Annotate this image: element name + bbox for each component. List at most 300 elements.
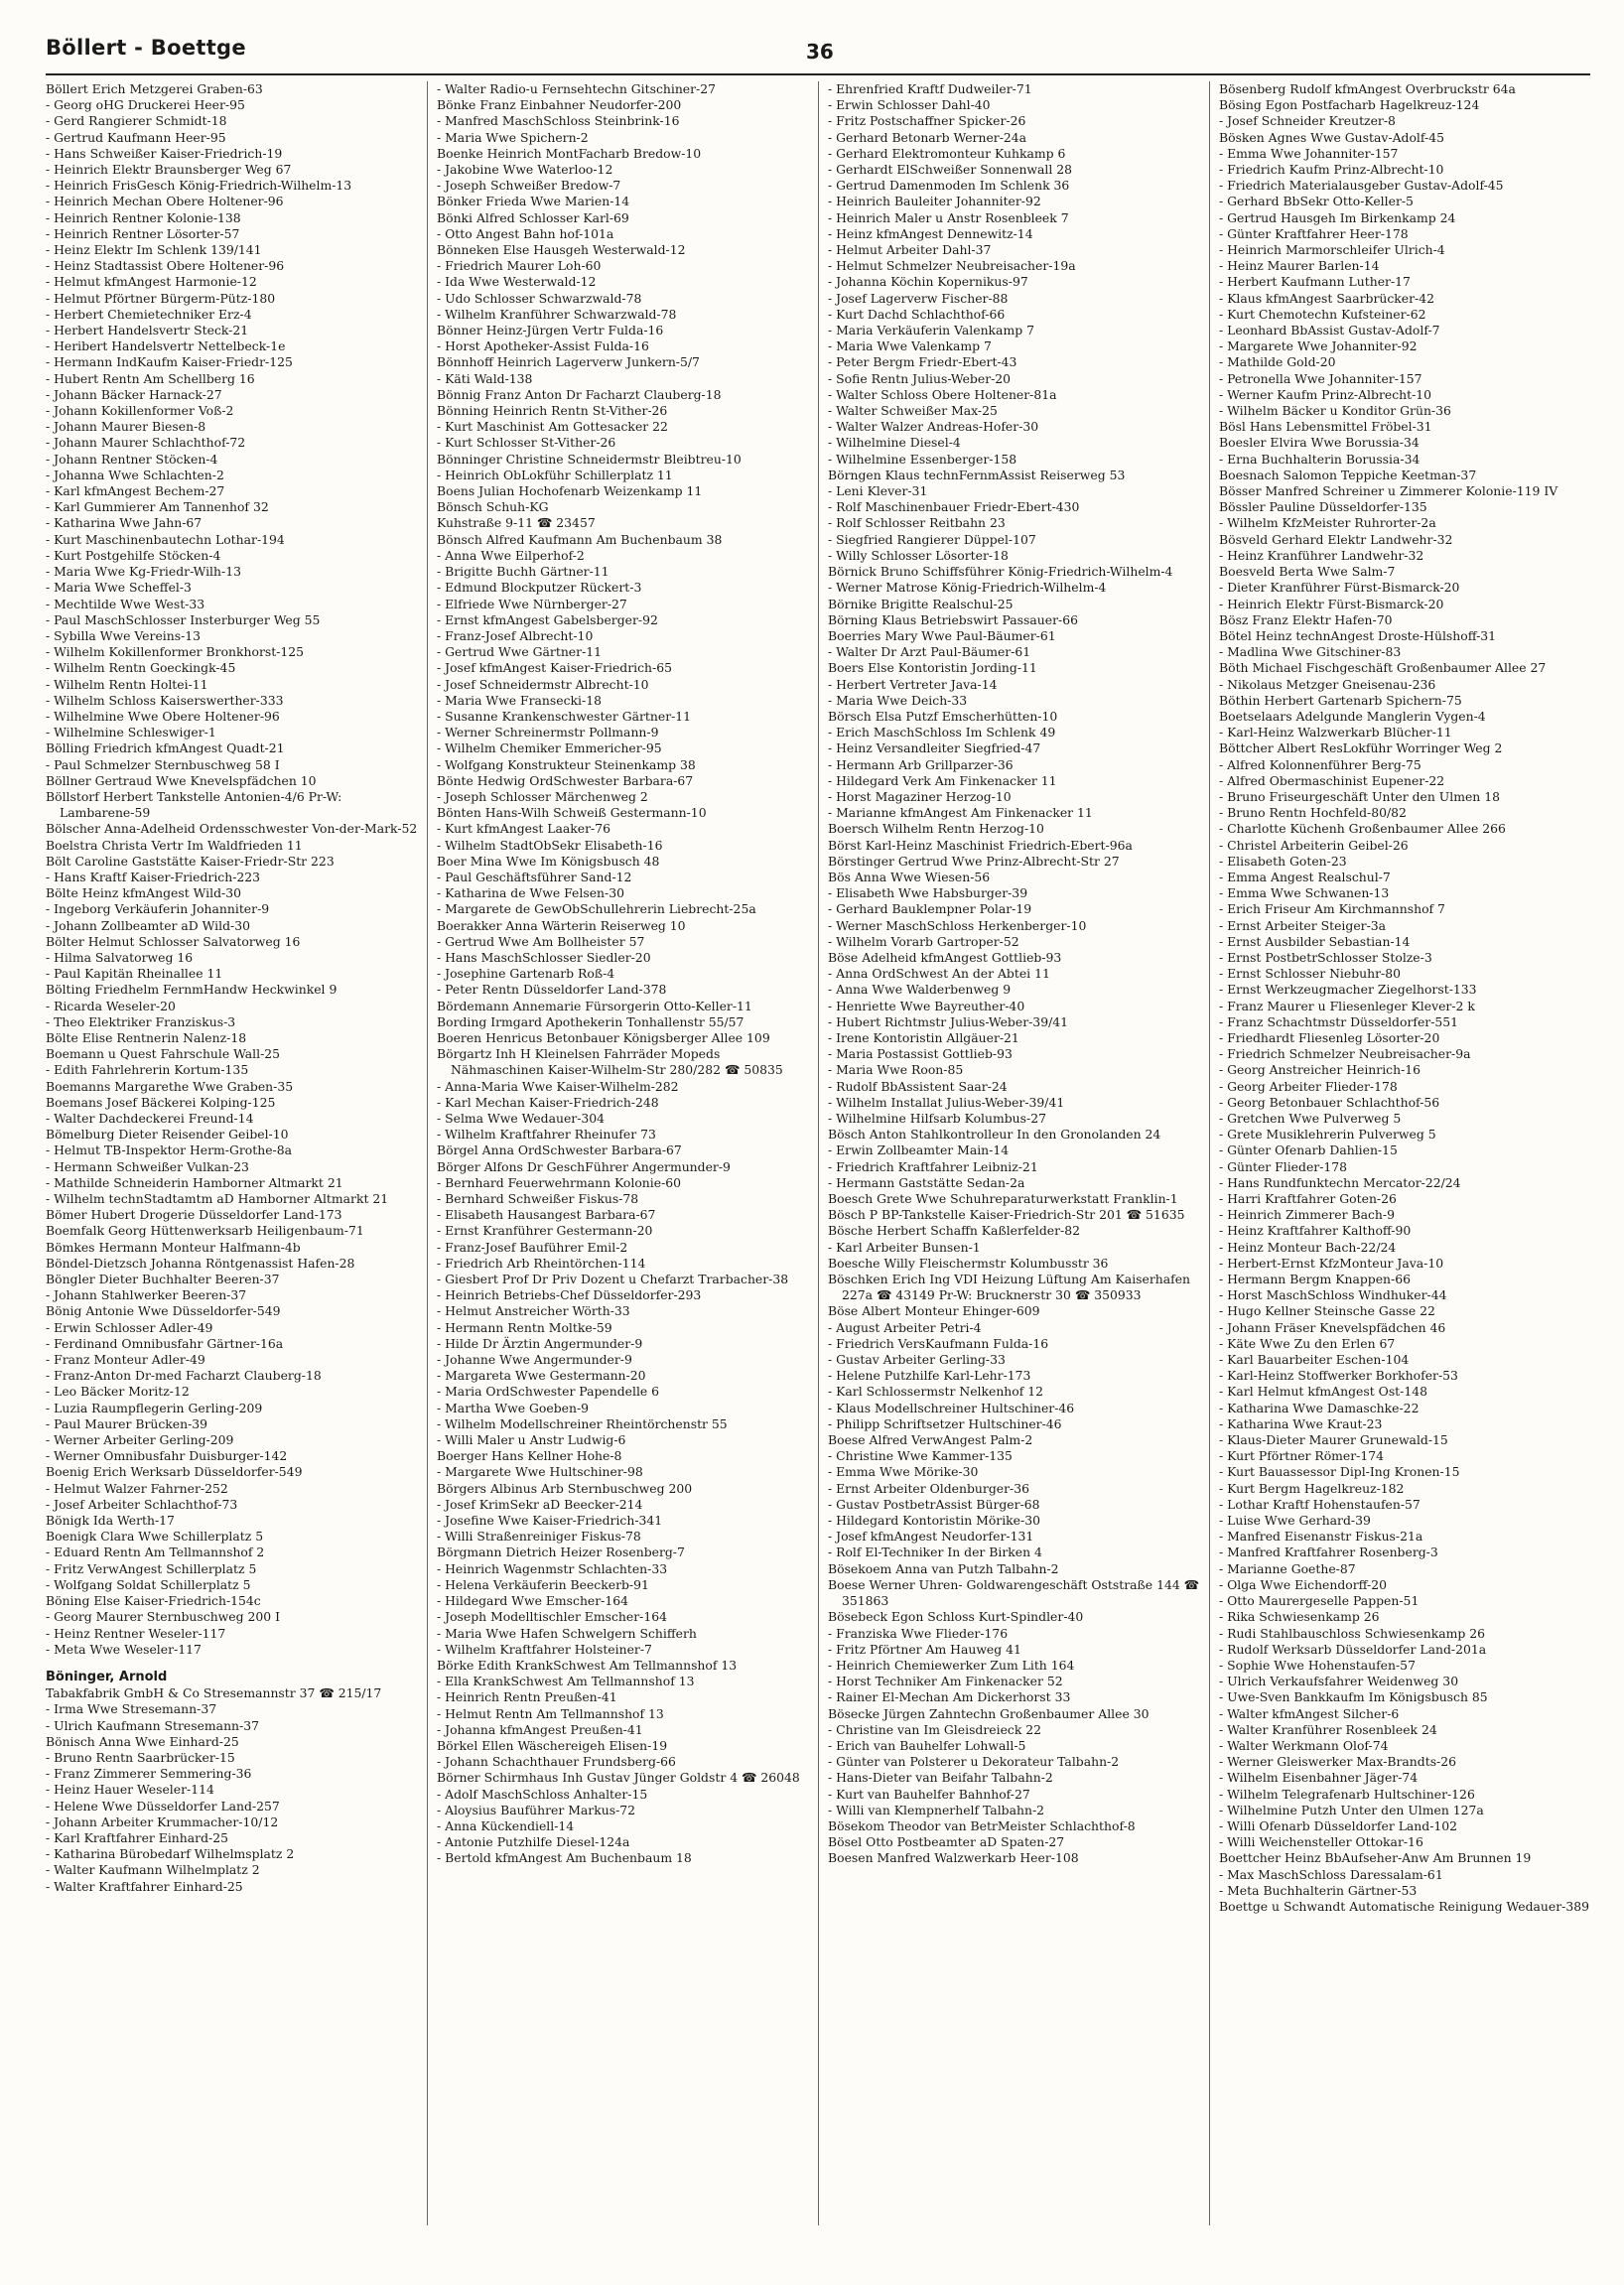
directory-entry: Tabakfabrik GmbH & Co Stresemannstr 37 ☎ 215/17: [46, 1685, 382, 1701]
directory-entry: - Heinz Rentner Weseler-117: [46, 1625, 226, 1641]
directory-entry: - Meta Wwe Weseler-117: [46, 1641, 202, 1657]
directory-entry: - Grete Musiklehrerin Pulverweg 5: [1219, 1127, 1436, 1142]
directory-entry: - Rudolf Werksarb Düsseldorfer Land-201a: [1219, 1641, 1487, 1657]
directory-entry: - Willi Weichensteller Ottokar-16: [1219, 1834, 1423, 1850]
directory-entry: Börgers Albinus Arb Sternbuschweg 200: [437, 1480, 693, 1496]
directory-entry: - Franz Schachtmstr Düsseldorfer-551: [1219, 1013, 1459, 1029]
directory-entry: - Helene Putzhilfe Karl-Lehr-173: [828, 1368, 1031, 1384]
directory-entry: - Johann Bäcker Harnack-27: [46, 386, 222, 402]
directory-entry: - Katharina de Wwe Felsen-30: [437, 885, 624, 901]
directory-entry: - Kurt Chemotechn Kufsteiner-62: [1219, 306, 1426, 322]
directory-entry: - Hubert Rentn Am Schellberg 16: [46, 370, 255, 386]
directory-entry: - Hans Rundfunktechn Mercator-22/24: [1219, 1174, 1461, 1190]
directory-entry: - Helene Wwe Düsseldorfer Land-257: [46, 1798, 280, 1814]
column-2-entries: [437, 81, 810, 1867]
directory-entry: Bönigk Ida Werth-17: [46, 1513, 175, 1529]
directory-entry: - Lothar Kraftf Hohenstaufen-57: [1219, 1496, 1421, 1512]
directory-entry: - Meta Buchhalterin Gärtner-53: [1219, 1882, 1418, 1898]
page-header: [46, 36, 1590, 77]
directory-entry: Bösekoem Anna van Putzh Talbahn-2: [828, 1560, 1059, 1576]
directory-entry: - Johann Schachthauer Frundsberg-66: [437, 1754, 676, 1770]
directory-entry: - Günter Ofenarb Dahlien-15: [1219, 1142, 1398, 1158]
directory-entry: - Werner Matrose König-Friedrich-Wilhelm-4: [828, 580, 1107, 596]
directory-entry: - Ernst PostbetrSchlosser Stolze-3: [1219, 949, 1432, 965]
directory-entry: - Ernst Schlosser Niebuhr-80: [1219, 966, 1401, 982]
directory-entry: - Margarete Wwe Hultschiner-98: [437, 1464, 643, 1480]
directory-entry: - Ida Wwe Westerwald-12: [437, 274, 597, 290]
directory-entry: - Helmut Schmelzer Neubreisacher-19a: [828, 258, 1076, 274]
directory-entry: - August Arbeiter Petri-4: [828, 1319, 982, 1335]
directory-entry: - Ricarda Weseler-20: [46, 998, 176, 1013]
directory-entry: Boersch Wilhelm Rentn Herzog-10: [828, 821, 1044, 837]
directory-entry: - Ulrich Verkaufsfahrer Weidenweg 30: [1219, 1674, 1459, 1689]
directory-entry: - Günter Flieder-178: [1219, 1158, 1348, 1174]
directory-entry: - Johann Stahlwerker Beeren-37: [46, 1287, 247, 1303]
directory-entry: - Anna OrdSchwest An der Abtei 11: [828, 966, 1050, 982]
directory-entry: - Antonie Putzhilfe Diesel-124a: [437, 1834, 630, 1850]
directory-entry: - Paul MaschSchlosser Insterburger Weg 55: [46, 611, 321, 627]
directory-entry: - Heinrich Rentn Preußen-41: [437, 1689, 617, 1705]
directory-entry: - Heinrich Bauleiter Johanniter-92: [828, 194, 1041, 209]
directory-entry: - Wilhelmine Putzh Unter den Ulmen 127a: [1219, 1802, 1484, 1817]
directory-entry: - Georg Anstreicher Heinrich-16: [1219, 1062, 1421, 1078]
directory-entry: Bördemann Annemarie Fürsorgerin Otto-Keller-11: [437, 998, 752, 1013]
directory-entry: - Gertrud Damenmoden Im Schlenk 36: [828, 178, 1070, 194]
directory-entry: Boemann u Quest Fahrschule Wall-25: [46, 1046, 281, 1062]
directory-entry: - Hermann IndKaufm Kaiser-Friedr-125: [46, 354, 293, 370]
directory-entry: - Ernst Kranführer Gestermann-20: [437, 1223, 653, 1239]
directory-entry: - Heinz Versandleiter Siegfried-47: [828, 740, 1041, 756]
directory-entry: Boer Mina Wwe Im Königsbusch 48: [437, 853, 660, 869]
directory-entry: - Hilma Salvatorweg 16: [46, 949, 194, 965]
directory-entry: Boenigk Clara Wwe Schillerplatz 5: [46, 1529, 264, 1545]
directory-entry: - Johann Rentner Stöcken-4: [46, 451, 218, 467]
directory-entry: - Gretchen Wwe Pulverweg 5: [1219, 1111, 1402, 1126]
directory-entry: - Heinz kfmAngest Dennewitz-14: [828, 225, 1033, 241]
directory-entry: - Marianne kfmAngest Am Finkenacker 11: [828, 805, 1093, 821]
directory-entry: Bösche Herbert Schaffn Kaßlerfelder-82: [828, 1223, 1080, 1239]
directory-entry: - Georg Maurer Sternbuschweg 200 I: [46, 1609, 280, 1625]
directory-entry: - Maria Verkäuferin Valenkamp 7: [828, 323, 1034, 338]
directory-entry: - Johanne Wwe Angermunder-9: [437, 1352, 632, 1368]
directory-entry: - Karl Kraftfahrer Einhard-25: [46, 1829, 228, 1845]
directory-entry: Bölt Caroline Gaststätte Kaiser-Friedr-Str 223: [46, 853, 335, 869]
directory-entry: - Franz Monteur Adler-49: [46, 1352, 205, 1368]
directory-entry: Boesveld Berta Wwe Salm-7: [1219, 564, 1396, 580]
directory-entry: - Maria Wwe Scheffel-3: [46, 580, 192, 596]
directory-entry: Bönker Frieda Wwe Marien-14: [437, 194, 630, 209]
page-number: 36: [806, 40, 834, 64]
directory-entry: - Paul Geschäftsführer Sand-12: [437, 869, 632, 884]
directory-entry: - Josef Schneidermstr Albrecht-10: [437, 676, 649, 692]
directory-entry: - Gerhard Bauklempner Polar-19: [828, 901, 1032, 917]
directory-entry: - Rika Schwiesenkamp 26: [1219, 1609, 1380, 1625]
directory-entry: - Kurt Bauassessor Dipl-Ing Kronen-15: [1219, 1464, 1460, 1480]
directory-entry: Börger Alfons Dr GeschFührer Angermunder-9: [437, 1158, 731, 1174]
directory-entry: - Paul Kapitän Rheinallee 11: [46, 966, 223, 982]
directory-entry: Börner Schirmhaus Inh Gustav Jünger Goldstr 4 ☎ 26048: [437, 1770, 800, 1786]
directory-entry: - Mathilde Schneiderin Hamborner Altmarkt 21: [46, 1174, 343, 1190]
directory-entry: - Heinrich Rentner Kolonie-138: [46, 209, 241, 225]
directory-entry: Bölting Friedhelm FernmHandw Heckwinkel 9: [46, 982, 338, 998]
directory-entry: Bösebeck Egon Schloss Kurt-Spindler-40: [828, 1609, 1084, 1625]
directory-entry: - Margarete Wwe Johanniter-92: [1219, 338, 1418, 354]
directory-entry: - Bernhard Feuerwehrmann Kolonie-60: [437, 1174, 682, 1190]
directory-entry: - Katharina Wwe Damaschke-22: [1219, 1400, 1420, 1415]
column-2: [437, 81, 810, 2265]
directory-entry: - Gustav PostbetrAssist Bürger-68: [828, 1496, 1040, 1512]
directory-entry: - Wilhelm Kranführer Schwarzwald-78: [437, 306, 677, 322]
directory-entry: Böllstorf Herbert Tankstelle Antonien-4/6 Pr-W: Lambarene-59: [46, 788, 346, 821]
directory-entry: - Uwe-Sven Bankkaufm Im Königsbusch 85: [1219, 1689, 1488, 1705]
column-divider: [1209, 81, 1210, 2225]
directory-entry: - Elfriede Wwe Nürnberger-27: [437, 596, 627, 611]
directory-entry: - Friedrich Arb Rheintörchen-114: [437, 1255, 646, 1271]
directory-entry: Böse Adelheid kfmAngest Gottlieb-93: [828, 949, 1062, 965]
directory-entry: - Willi Maler u Anstr Ludwig-6: [437, 1432, 626, 1448]
directory-entry: - Hermann Gaststätte Sedan-2a: [828, 1174, 1025, 1190]
directory-entry: - Rudi Stahlbauschloss Schwiesenkamp 26: [1219, 1625, 1485, 1641]
directory-entry: - Christine van Im Gleisdreieck 22: [828, 1721, 1042, 1737]
directory-entry: - Franz Zimmerer Semmering-36: [46, 1766, 252, 1782]
directory-entry: - Gerhardt ElSchweißer Sonnenwall 28: [828, 162, 1073, 178]
directory-entry: - Hildegard Verk Am Finkenacker 11: [828, 772, 1057, 788]
directory-entry: Boenke Heinrich MontFacharb Bredow-10: [437, 145, 702, 161]
directory-entry: - Josef kfmAngest Neudorfer-131: [828, 1529, 1034, 1545]
directory-entry: - Klaus-Dieter Maurer Grunewald-15: [1219, 1432, 1448, 1448]
directory-entry: Bönsch Alfred Kaufmann Am Buchenbaum 38: [437, 531, 723, 547]
directory-entry: - Klaus Modellschreiner Hultschiner-46: [828, 1400, 1075, 1415]
directory-entry: Boelstra Christa Vertr Im Waldfrieden 11: [46, 837, 303, 853]
directory-entry: - Günter Kraftfahrer Heer-178: [1219, 225, 1409, 241]
directory-entry: - Anna Wwe Walderbenweg 9: [828, 982, 1012, 998]
directory-entry: Bölter Helmut Schlosser Salvatorweg 16: [46, 933, 301, 949]
directory-entry: - Horst Apotheker-Assist Fulda-16: [437, 338, 649, 354]
directory-entry: Börgartz Inh H Kleinelsen Fahrräder Mopeds Nähmaschinen Kaiser-Wilhelm-Str 280/282 ☎ 50835: [437, 1046, 783, 1078]
directory-entry: - Madlina Wwe Gitschiner-83: [1219, 644, 1402, 660]
directory-entry: Böttcher Albert ResLokführ Worringer Weg 2: [1219, 740, 1503, 756]
directory-entry: Bösl Hans Lebensmittel Fröbel-31: [1219, 419, 1432, 435]
directory-entry: Bording Irmgard Apothekerin Tonhallenstr 55/57: [437, 1013, 744, 1029]
directory-entry: - Heinrich Wagenmstr Schlachten-33: [437, 1560, 668, 1576]
directory-entry: Bömelburg Dieter Reisender Geibel-10: [46, 1127, 289, 1142]
directory-entry: - Wilhelm Modellschreiner Rheintörchenstr 55: [437, 1415, 728, 1431]
directory-entry: - Wilhelm Chemiker Emmericher-95: [437, 740, 662, 756]
directory-entry: - Friedrich VersKaufmann Fulda-16: [828, 1335, 1049, 1351]
directory-entry: - Erwin Schlosser Dahl-40: [828, 97, 991, 113]
directory-entry: - Bernhard Schweißer Fiskus-78: [437, 1191, 639, 1207]
directory-entry: - Helmut Anstreicher Wörth-33: [437, 1303, 630, 1319]
directory-entry: - Klaus kfmAngest Saarbrücker-42: [1219, 290, 1434, 306]
directory-entry: Bönneken Else Hausgeh Westerwald-12: [437, 242, 686, 258]
directory-entry: - Wilhelm Kraftfahrer Rheinufer 73: [437, 1127, 656, 1142]
directory-entry: - Giesbert Prof Dr Priv Dozent u Chefarzt Trarbacher-38: [437, 1272, 789, 1287]
directory-entry: Boerger Hans Kellner Hohe-8: [437, 1448, 622, 1464]
directory-entry: - Erich Friseur Am Kirchmannshof 7: [1219, 901, 1445, 917]
directory-entry: - Rolf Maschinenbauer Friedr-Ebert-430: [828, 499, 1080, 515]
header-rule: [46, 73, 1590, 75]
directory-entry: - Ulrich Kaufmann Stresemann-37: [46, 1717, 259, 1733]
directory-entry: - Helmut Rentn Am Tellmannshof 13: [437, 1705, 664, 1721]
directory-entry: - Werner Schreinermstr Pollmann-9: [437, 725, 659, 740]
directory-entry: - Wilhelmine Wwe Obere Holtener-96: [46, 708, 280, 724]
directory-entry: - Karl kfmAngest Bechem-27: [46, 483, 225, 499]
directory-entry: - Alfred Kolonnenführer Berg-75: [1219, 756, 1421, 772]
directory-entry: - Karl-Heinz Walzwerkarb Blücher-11: [1219, 725, 1452, 740]
directory-entry: - Udo Schlosser Schwarzwald-78: [437, 290, 642, 306]
directory-entry: - Herbert Kaufmann Luther-17: [1219, 274, 1411, 290]
directory-entry: - Max MaschSchloss Daressalam-61: [1219, 1866, 1443, 1882]
directory-entry: Bössler Pauline Düsseldorfer-135: [1219, 499, 1427, 515]
directory-entry: Boettcher Heinz BbAufseher-Anw Am Brunnen 19: [1219, 1850, 1532, 1866]
directory-entry: - Manfred MaschSchloss Steinbrink-16: [437, 113, 680, 129]
directory-entry: - Hildegard Kontoristin Mörike-30: [828, 1513, 1040, 1529]
directory-entry: - Otto Maurergeselle Pappen-51: [1219, 1593, 1420, 1609]
directory-entry: - Jakobine Wwe Waterloo-12: [437, 162, 613, 178]
directory-entry: - Bruno Rentn Saarbrücker-15: [46, 1749, 235, 1765]
directory-entry: - Charlotte Küchenh Großenbaumer Allee 266: [1219, 821, 1506, 837]
directory-entry: - Joseph Schweißer Bredow-7: [437, 178, 621, 194]
directory-entry: - Johann Maurer Biesen-8: [46, 419, 206, 435]
directory-entry: Börke Edith KrankSchwest Am Tellmannshof 13: [437, 1657, 738, 1673]
directory-entry: - Kurt Maschinenbautechn Lothar-194: [46, 531, 285, 547]
directory-entry: - Hermann Rentn Moltke-59: [437, 1319, 612, 1335]
directory-entry: - Hans MaschSchlosser Siedler-20: [437, 949, 651, 965]
directory-entry: - Susanne Krankenschwester Gärtner-11: [437, 708, 692, 724]
directory-entry: - Hermann Bergm Knappen-66: [1219, 1272, 1411, 1287]
directory-entry: - Anna Kückendiell-14: [437, 1817, 575, 1833]
directory-entry: Kuhstraße 9-11 ☎ 23457: [437, 515, 596, 531]
directory-entry: Boesler Elvira Wwe Borussia-34: [1219, 435, 1420, 451]
directory-entry: - Martha Wwe Goeben-9: [437, 1400, 590, 1415]
directory-entry: Böninger, Arnold: [46, 1669, 168, 1684]
directory-entry: - Kurt Pförtner Römer-174: [1219, 1448, 1385, 1464]
directory-entry: - Johann Maurer Schlachthof-72: [46, 435, 246, 451]
directory-entry: - Georg Arbeiter Flieder-178: [1219, 1078, 1398, 1094]
directory-entry: - Peter Bergm Friedr-Ebert-43: [828, 354, 1017, 370]
directory-entry: - Paul Schmelzer Sternbuschweg 58 I: [46, 756, 280, 772]
directory-entry: - Heinz Elektr Im Schlenk 139/141: [46, 242, 262, 258]
directory-entry: - Werner Kaufm Prinz-Albrecht-10: [1219, 386, 1432, 402]
directory-entry: - Irma Wwe Stresemann-37: [46, 1701, 217, 1717]
directory-entry: - Mathilde Gold-20: [1219, 354, 1336, 370]
directory-entry: - Sofie Rentn Julius-Weber-20: [828, 370, 1012, 386]
directory-entry: - Harri Kraftfahrer Goten-26: [1219, 1191, 1397, 1207]
directory-entry: - Kurt Maschinist Am Gottesacker 22: [437, 419, 668, 435]
directory-entry: - Heinrich FrisGesch König-Friedrich-Wilhelm-13: [46, 178, 352, 194]
directory-entry: Bösz Franz Elektr Hafen-70: [1219, 611, 1393, 627]
directory-entry: - Maria Wwe Deich-33: [828, 692, 968, 708]
directory-entry: - Rolf El-Techniker In der Birken 4: [828, 1545, 1042, 1560]
directory-entry: Börst Karl-Heinz Maschinist Friedrich-Ebert-96a: [828, 837, 1133, 853]
directory-entry: - Wolfgang Soldat Schillerplatz 5: [46, 1576, 251, 1592]
directory-entry: - Katharina Bürobedarf Wilhelmsplatz 2: [46, 1846, 295, 1862]
directory-entry: - Joseph Modelltischler Emscher-164: [437, 1609, 667, 1625]
directory-entry: - Karl Bauarbeiter Eschen-104: [1219, 1352, 1410, 1368]
directory-entry: - Heinrich Betriebs-Chef Düsseldorfer-293: [437, 1287, 702, 1303]
directory-entry: - Olga Wwe Eichendorff-20: [1219, 1576, 1387, 1592]
directory-entry: Boesch Grete Wwe Schuhreparaturwerkstatt Franklin-1: [828, 1191, 1178, 1207]
directory-entry: - Joseph Schlosser Märchenweg 2: [437, 788, 648, 804]
directory-entry: - Wilhelm Installat Julius-Weber-39/41: [828, 1094, 1065, 1110]
column-3: [828, 81, 1204, 2265]
directory-entry: Boemanns Margarethe Wwe Graben-35: [46, 1078, 294, 1094]
directory-entry: - Franz-Josef Bauführer Emil-2: [437, 1239, 628, 1255]
directory-entry: - Hermann Schweißer Vulkan-23: [46, 1158, 249, 1174]
directory-entry: - Peter Rentn Düsseldorfer Land-378: [437, 982, 667, 998]
directory-entry: - Friedrich Schmelzer Neubreisacher-9a: [1219, 1046, 1471, 1062]
directory-entry: - Gustav Arbeiter Gerling-33: [828, 1352, 1006, 1368]
directory-entry: - Helmut Pförtner Bürgerm-Pütz-180: [46, 290, 276, 306]
directory-entry: - Heinrich Elektr Fürst-Bismarck-20: [1219, 596, 1444, 611]
directory-entry: - Wilhelmine Diesel-4: [828, 435, 961, 451]
directory-entry: Börstinger Gertrud Wwe Prinz-Albrecht-Str 27: [828, 853, 1120, 869]
directory-entry: - Bruno Friseurgeschäft Unter den Ulmen 18: [1219, 788, 1500, 804]
directory-entry: Börnike Brigitte Realschul-25: [828, 596, 1014, 611]
directory-entry: - Ernst kfmAngest Gabelsberger-92: [437, 611, 658, 627]
directory-entry: Böndel-Dietzsch Johanna Röntgenassist Hafen-28: [46, 1255, 355, 1271]
directory-entry: - Herbert Vertreter Java-14: [828, 676, 998, 692]
directory-entry: - Friedrich Kaufm Prinz-Albrecht-10: [1219, 162, 1444, 178]
directory-entry: Böthin Herbert Gartenarb Spichern-75: [1219, 692, 1462, 708]
directory-entry: - Kurt Postgehilfe Stöcken-4: [46, 547, 221, 563]
directory-entry: - Horst MaschSchloss Windhuker-44: [1219, 1287, 1447, 1303]
directory-entry: Bösser Manfred Schreiner u Zimmerer Kolonie-119 IV: [1219, 483, 1558, 499]
directory-entry: Börgmann Dietrich Heizer Rosenberg-7: [437, 1545, 685, 1560]
directory-entry: - Katharina Wwe Kraut-23: [1219, 1415, 1383, 1431]
directory-entry: - Emma Wwe Johanniter-157: [1219, 145, 1399, 161]
directory-entry: Böth Michael Fischgeschäft Großenbaumer Allee 27: [1219, 660, 1547, 676]
directory-entry: - Johann Kokillenformer Voß-2: [46, 403, 234, 419]
directory-entry: - Herbert-Ernst KfzMonteur Java-10: [1219, 1255, 1444, 1271]
directory-entry: - Erich van Bauhelfer Lohwall-5: [828, 1737, 1026, 1753]
directory-entry: Bönsch Schuh-KG: [437, 499, 549, 515]
directory-entry: - Willi van Klempnerhelf Talbahn-2: [828, 1802, 1045, 1817]
directory-entry: Boemans Josef Bäckerei Kolping-125: [46, 1094, 276, 1110]
directory-entry: Bönning Heinrich Rentn St-Vither-26: [437, 403, 668, 419]
directory-entry: Boeren Henricus Betonbauer Königsberger Allee 109: [437, 1029, 770, 1045]
directory-entry: - Hans Kraftf Kaiser-Friedrich-223: [46, 869, 261, 884]
directory-entry: Börkel Ellen Wäschereigeh Elisen-19: [437, 1737, 668, 1753]
directory-entry: - Aloysius Bauführer Markus-72: [437, 1802, 636, 1817]
directory-entry: - Gerhard Betonarb Werner-24a: [828, 129, 1027, 145]
directory-entry: - Wilhelm Schloss Kaiserswerther-333: [46, 692, 284, 708]
directory-entry: - Günter van Polsterer u Dekorateur Talbahn-2: [828, 1754, 1120, 1770]
directory-entry: Bönnig Franz Anton Dr Facharzt Clauberg-18: [437, 386, 722, 402]
directory-entry: - Hermann Arb Grillparzer-36: [828, 756, 1014, 772]
directory-entry: - Herbert Handelsvertr Steck-21: [46, 323, 249, 338]
directory-entry: - Friedrich Maurer Loh-60: [437, 258, 602, 274]
directory-entry: - Heinz Stadtassist Obere Holtener-96: [46, 258, 285, 274]
directory-entry: - Rainer El-Mechan Am Dickerhorst 33: [828, 1689, 1071, 1705]
directory-entry: - Karl-Heinz Stoffwerker Borkhofer-53: [1219, 1368, 1458, 1384]
directory-entry: - Wilhelm KfzMeister Ruhrorter-2a: [1219, 515, 1436, 531]
running-head: Böllert - Boettge: [46, 36, 246, 60]
directory-entry: - Emma Wwe Mörike-30: [828, 1464, 979, 1480]
directory-entry: - Helmut Walzer Fahrner-252: [46, 1480, 228, 1496]
directory-entry: - Edmund Blockputzer Rückert-3: [437, 580, 642, 596]
directory-entry: - Anna Wwe Eilperhof-2: [437, 547, 585, 563]
directory-entry: - Josephine Gartenarb Roß-4: [437, 966, 615, 982]
directory-entry: - Heinrich Mechan Obere Holtener-96: [46, 194, 284, 209]
directory-entry: - Ferdinand Omnibusfahr Gärtner-16a: [46, 1335, 284, 1351]
directory-entry: - Rolf Schlosser Reitbahn 23: [828, 515, 1006, 531]
directory-entry: - Maria OrdSchwester Papendelle 6: [437, 1384, 660, 1400]
directory-entry: - Heinrich Elektr Braunsberger Weg 67: [46, 162, 292, 178]
directory-entry: Bönnhoff Heinrich Lagerverw Junkern-5/7: [437, 354, 700, 370]
directory-entry: Bösecke Jürgen Zahntechn Großenbaumer Allee 30: [828, 1705, 1150, 1721]
directory-entry: - Wilhelm technStadtamtm aD Hamborner Altmarkt 21: [46, 1191, 389, 1207]
directory-entry: - Gerhard Elektromonteur Kuhkamp 6: [828, 145, 1066, 161]
directory-entry: - Sybilla Wwe Vereins-13: [46, 627, 202, 643]
directory-entry: - Karl Helmut kfmAngest Ost-148: [1219, 1384, 1427, 1400]
directory-entry: Boese Werner Uhren- Goldwarengeschäft Oststraße 144 ☎ 351863: [828, 1576, 1204, 1609]
directory-entry: - Josef kfmAngest Kaiser-Friedrich-65: [437, 660, 672, 676]
directory-entry: - Sophie Wwe Hohenstaufen-57: [1219, 1657, 1416, 1673]
directory-entry: Börning Klaus Betriebswirt Passauer-66: [828, 611, 1078, 627]
directory-entry: - Wilhelmine Essenberger-158: [828, 451, 1017, 467]
directory-entry: - Kurt Bergm Hagelkreuz-182: [1219, 1480, 1405, 1496]
directory-entry: - Gerhard BbSekr Otto-Keller-5: [1219, 194, 1414, 209]
directory-entry: - Marianne Goethe-87: [1219, 1560, 1356, 1576]
directory-entry: - Walter Walzer Andreas-Hofer-30: [828, 419, 1039, 435]
directory-entry: - Wilhelm Bäcker u Konditor Grün-36: [1219, 403, 1451, 419]
directory-entry: - Friedrich Materialausgeber Gustav-Adolf-45: [1219, 178, 1504, 194]
directory-entry: Bösch P BP-Tankstelle Kaiser-Friedrich-Str 201 ☎ 51635: [828, 1207, 1185, 1223]
directory-entry: - Walter Kraftfahrer Einhard-25: [46, 1878, 243, 1894]
directory-entry: Boese Alfred VerwAngest Palm-2: [828, 1432, 1033, 1448]
directory-entry: - Heinrich Marmorschleifer Ulrich-4: [1219, 242, 1445, 258]
directory-entry: - Wilhelm StadtObSekr Elisabeth-16: [437, 837, 663, 853]
directory-entry: - Franziska Wwe Flieder-176: [828, 1625, 1009, 1641]
directory-entry: - Walter Dr Arzt Paul-Bäumer-61: [828, 644, 1031, 660]
directory-entry: - Manfred Kraftfahrer Rosenberg-3: [1219, 1545, 1438, 1560]
directory-entry: Bölte Elise Rentnerin Nalenz-18: [46, 1029, 247, 1045]
directory-entry: Bölte Heinz kfmAngest Wild-30: [46, 885, 241, 901]
directory-entry: - Erich MaschSchloss Im Schlenk 49: [828, 725, 1056, 740]
directory-entry: - Josef KrimSekr aD Beecker-214: [437, 1496, 643, 1512]
directory-entry: Boettge u Schwandt Automatische Reinigung Wedauer-389: [1219, 1898, 1589, 1914]
directory-entry: Bösenberg Rudolf kfmAngest Overbruckstr 64a: [1219, 81, 1516, 96]
directory-entry: Bönki Alfred Schlosser Karl-69: [437, 209, 629, 225]
directory-entry: - Johanna Köchin Kopernikus-97: [828, 274, 1028, 290]
directory-entry: Bösekom Theodor van BetrMeister Schlachthof-8: [828, 1817, 1136, 1833]
directory-entry: Bösing Egon Postfacharb Hagelkreuz-124: [1219, 97, 1480, 113]
directory-entry: - Christine Wwe Kammer-135: [828, 1448, 1013, 1464]
directory-entry: - Gertrud Wwe Am Bollheister 57: [437, 933, 645, 949]
directory-entry: - Petronella Wwe Johanniter-157: [1219, 370, 1422, 386]
directory-entry: - Gertrud Wwe Gärtner-11: [437, 644, 603, 660]
directory-entry: Bötel Heinz technAngest Droste-Hülshoff-31: [1219, 627, 1497, 643]
directory-entry: - Selma Wwe Wedauer-304: [437, 1111, 606, 1126]
directory-entry: - Christel Arbeiterin Geibel-26: [1219, 837, 1409, 853]
directory-entry: - Edith Fahrlehrerin Kortum-135: [46, 1062, 249, 1078]
directory-entry: - Heribert Handelsvertr Nettelbeck-1e: [46, 338, 286, 354]
directory-entry: Boens Julian Hochofenarb Weizenkamp 11: [437, 483, 703, 499]
directory-entry: - Josef Lagerverw Fischer-88: [828, 290, 1009, 306]
directory-entry: - Franz-Josef Albrecht-10: [437, 627, 594, 643]
directory-entry: - Karl Gummierer Am Tannenhof 32: [46, 499, 269, 515]
directory-entry: Bönte Hedwig OrdSchwester Barbara-67: [437, 772, 694, 788]
directory-entry: - Walter kfmAngest Silcher-6: [1219, 1705, 1400, 1721]
directory-entry: - Friedhardt Fliesenleg Lösorter-20: [1219, 1029, 1440, 1045]
directory-entry: - Erwin Schlosser Adler-49: [46, 1319, 213, 1335]
directory-entry: - Ernst Werkzeugmacher Ziegelhorst-133: [1219, 982, 1477, 998]
directory-entry: Boesen Manfred Walzwerkarb Heer-108: [828, 1850, 1079, 1866]
directory-entry: - Friedrich Kraftfahrer Leibniz-21: [828, 1158, 1038, 1174]
directory-entry: - Heinrich Maler u Anstr Rosenbleek 7: [828, 209, 1069, 225]
directory-entry: Bölling Friedrich kfmAngest Quadt-21: [46, 740, 285, 756]
